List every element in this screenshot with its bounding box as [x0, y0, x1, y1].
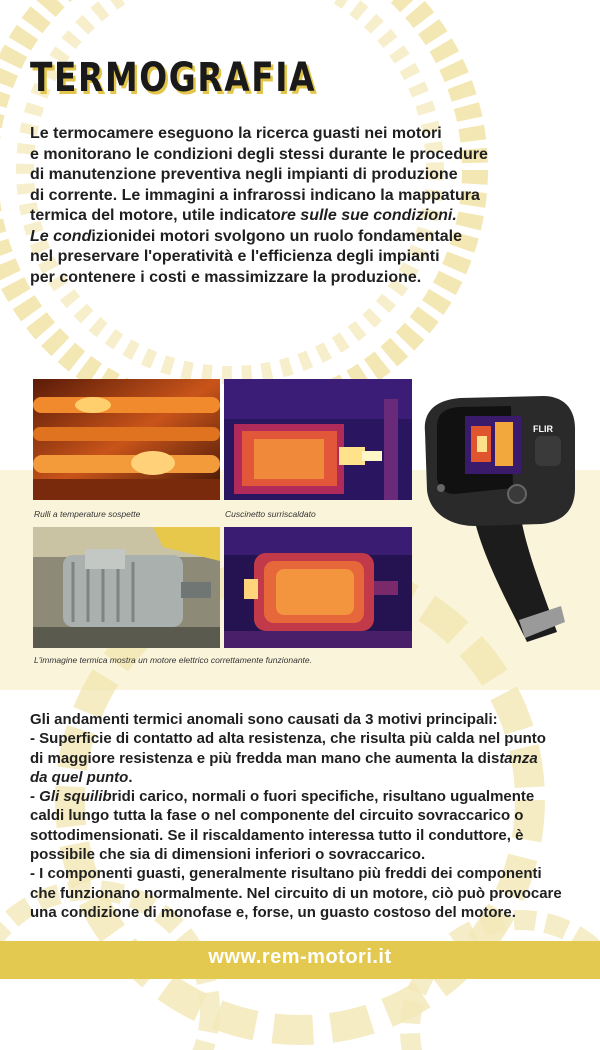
bearing-caption: Cuscinetto surriscaldato: [225, 509, 316, 519]
motor-caption: L'immagine termica mostra un motore elettrico correttamente funzionante.: [34, 655, 312, 665]
intro-line: di manutenzione preventiva negli impianti di produzione: [30, 166, 458, 183]
body-line: - I componenti guasti, generalmente risultano più freddi dei componenti: [30, 865, 542, 883]
motor-thermal-image: [224, 527, 412, 648]
intro-line: nel preservare l'operatività e l'efficienza degli impianti: [30, 248, 440, 265]
body-line: Gli andamenti termici anomali sono causati da 3 motivi principali:: [30, 711, 498, 728]
body-line: - Superficie di contatto ad alta resistenza, che risulta più calda nel punto: [30, 730, 546, 748]
rollers-caption: Rulli a temperature sospette: [34, 509, 141, 519]
causes-paragraph: [30, 710, 575, 922]
body-highlight: da quel punto: [30, 768, 129, 786]
intro-line: di corrente. Le immagini a infrarossi indicano la mappatura: [30, 186, 480, 204]
body-text-span: di maggiore resistenza e più fredda man mano che aumenta la dis: [30, 749, 500, 767]
body-line: caldi lungo tutta la fase o nel componente del circuito sovraccarico o: [30, 807, 524, 825]
body-line: possibile che sia di dimensioni inferiori o sovraccarico.: [30, 846, 426, 864]
page-title: TERMOGRAFIA: [30, 55, 317, 101]
bearing-thermal-image: [224, 379, 412, 500]
intro-paragraph: [30, 124, 570, 288]
body-line: una condizione di monofase e, forse, un guasto costoso del motore.: [30, 903, 516, 921]
thermal-camera-image: [415, 392, 580, 650]
rollers-thermal-image: [33, 379, 220, 500]
body-line: sottodimensionati. Se il riscaldamento interessa tutto il conduttore, è: [30, 826, 524, 844]
body-line-mixed: [30, 749, 575, 768]
intro-line: per contenere i costi e massimizzare la produzione.: [30, 268, 422, 286]
body-line-mixed: [30, 787, 575, 806]
website-link[interactable]: www.rem-motori.it: [208, 946, 392, 968]
body-text-span: .: [128, 768, 133, 786]
intro-line: Le termocamere eseguono la ricerca guasti nei motori: [30, 125, 442, 142]
body-line-mixed: [30, 768, 575, 787]
intro-highlight: re sulle sue condizioni.: [280, 207, 457, 224]
body-highlight: - Gli squilib: [30, 788, 112, 806]
body-highlight: tanza: [499, 749, 538, 767]
body-text-span: ridi carico, normali o fuori specifiche, risultano ugualmente: [111, 788, 535, 806]
intro-line: izionidei motori svolgono un ruolo fondamentale: [91, 227, 463, 245]
intro-highlight: Le cond: [30, 227, 92, 245]
intro-line: e monitorano le condizioni degli stessi durante le procedure: [30, 145, 488, 163]
camera-brand-label: FLIR: [533, 424, 553, 434]
body-line: che funzionano normalmente. Nel circuito di un motore, ciò può provocare: [30, 884, 562, 902]
intro-line: termica del motore, utile indicato: [30, 207, 281, 224]
motor-photo: [33, 527, 220, 648]
